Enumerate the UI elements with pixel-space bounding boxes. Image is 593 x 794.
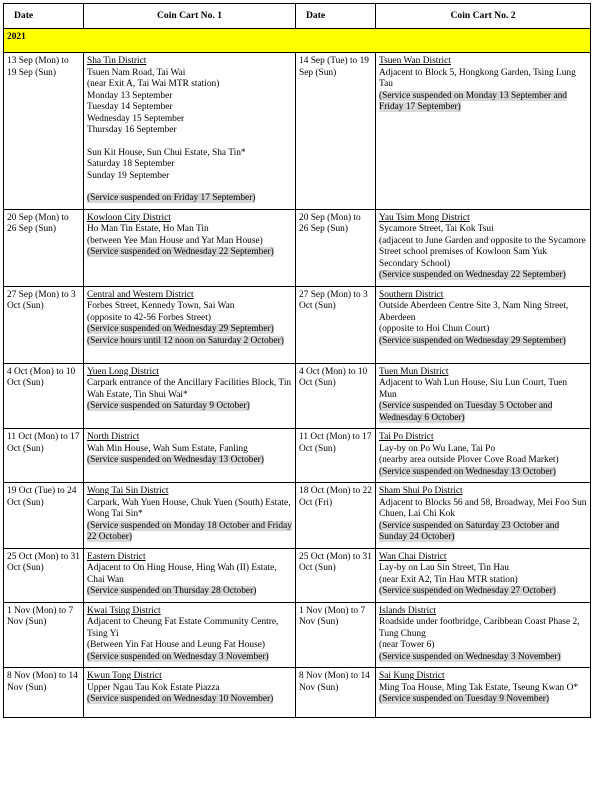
date-range-cart-2: 1 Nov (Mon) to 7 Nov (Sun) xyxy=(296,602,376,668)
district-name: Kowloon City District xyxy=(87,212,171,223)
district-name: Eastern District xyxy=(87,551,146,562)
location-line: Adjacent to Block 5, Hongkong Garden, Tsing Lung Tau xyxy=(379,67,576,89)
header-row xyxy=(4,4,591,29)
service-suspended-note: (Service suspended on Monday 13 September and Friday 17 September) xyxy=(379,90,567,112)
location-cell-cart-2 xyxy=(376,602,591,668)
schedule-row xyxy=(4,548,591,602)
location-cell-cart-2 xyxy=(376,53,591,210)
date-range-cart-2: 4 Oct (Mon) to 10 Oct (Sun) xyxy=(296,363,376,429)
date-range-cart-1: 20 Sep (Mon) to 26 Sep (Sun) xyxy=(4,209,84,286)
date-range-cart-2: 11 Oct (Mon) to 17 Oct (Sun) xyxy=(296,429,376,483)
suspension-note-wrapper xyxy=(379,91,587,114)
location-line: Carpark, Wah Yuen House, Chuk Yuen (South) Estate, Wong Tai Sin* xyxy=(87,497,291,519)
service-suspended-note: (Service suspended on Friday 17 September) xyxy=(87,193,256,203)
service-suspended-note: (Service suspended on Wednesday 27 October) xyxy=(379,586,556,596)
service-suspended-note: (Service suspended on Wednesday 3 November) xyxy=(379,651,561,662)
date-range-cart-1: 8 Nov (Mon) to 14 Nov (Sun) xyxy=(4,668,84,718)
location-line: Tuesday 14 September xyxy=(87,102,173,112)
date-range-cart-1: 1 Nov (Mon) to 7 Nov (Sun) xyxy=(4,602,84,668)
suspension-note-wrapper xyxy=(87,324,292,347)
district-name: Wan Chai District xyxy=(379,551,447,562)
district-name: Yuen Long District xyxy=(87,366,159,377)
district-name: Tsuen Wan District xyxy=(379,56,451,66)
location-line: (near Exit A2, Tin Hau MTR station) xyxy=(379,574,518,585)
district-name: Sai Kung District xyxy=(379,671,445,681)
location-line: (between Yee Man House and Yat Man House) xyxy=(87,235,263,246)
location-line: Carpark entrance of the Ancillary Facilities Block, Tin Wah Estate, Tin Shui Wai* xyxy=(87,378,292,400)
schedule-row xyxy=(4,53,591,210)
header-date-2: Date xyxy=(296,4,376,29)
suspension-note-wrapper xyxy=(379,401,587,424)
service-suspended-note: (Service suspended on Wednesday 29 September) xyxy=(379,335,566,346)
year-row xyxy=(4,29,591,53)
date-range-cart-2: 25 Oct (Mon) to 31 Oct (Sun) xyxy=(296,548,376,602)
coin-cart-schedule-table xyxy=(3,3,591,718)
location-line: Lay-by on Lau Sin Street, Tin Hau xyxy=(379,563,509,573)
schedule-row xyxy=(4,483,591,549)
service-suspended-note: (Service suspended on Wednesday 13 October) xyxy=(87,455,264,465)
suspension-note-wrapper xyxy=(87,247,292,259)
location-line: Roadside under footbridge, Caribbean Coast Phase 2, Tung Chung xyxy=(379,617,580,639)
location-cell-cart-2 xyxy=(376,429,591,483)
location-line: Outside Aberdeen Centre Site 3, Nam Ning Street, Aberdeen xyxy=(379,301,569,323)
district-name: Kwai Tsing District xyxy=(87,605,161,616)
location-line: Adjacent to Blocks 56 and 58, Broadway, Mei Foo Sun Chuen, Lai Chi Kok xyxy=(379,497,587,519)
schedule-row xyxy=(4,363,591,429)
header-date-1: Date xyxy=(4,4,84,29)
location-line: Adjacent to Cheung Fat Estate Community Centre, Tsing Yi xyxy=(87,617,279,639)
date-range-cart-2: 18 Oct (Mon) to 22 Oct (Fri) xyxy=(296,483,376,549)
service-suspended-note: (Service suspended on Wednesday 10 November) xyxy=(87,694,274,704)
location-line: (near Exit A, Tai Wai MTR station) xyxy=(87,79,220,89)
date-range-cart-1: 25 Oct (Mon) to 31 Oct (Sun) xyxy=(4,548,84,602)
district-name: Wong Tai Sin District xyxy=(87,486,169,496)
date-range-cart-1: 11 Oct (Mon) to 17 Oct (Sun) xyxy=(4,429,84,483)
location-cell-cart-1 xyxy=(84,548,296,602)
header-coin-cart-2: Coin Cart No. 2 xyxy=(376,4,591,29)
suspension-note-wrapper xyxy=(379,586,587,598)
service-suspended-note: (Service suspended on Monday 18 October and Friday 22 October) xyxy=(87,520,292,542)
spacer xyxy=(87,182,292,193)
location-line: Sycamore Street, Tai Kok Tsui xyxy=(379,224,494,234)
location-line: Thursday 16 September xyxy=(87,125,177,135)
location-cell-cart-1 xyxy=(84,429,296,483)
location-line: Sunday 19 September xyxy=(87,170,170,181)
location-line: (opposite to Hoi Chun Court) xyxy=(379,324,490,334)
location-cell-cart-1 xyxy=(84,483,296,549)
location-cell-cart-1 xyxy=(84,209,296,286)
suspension-note-wrapper xyxy=(87,586,292,598)
date-range-cart-1: 13 Sep (Mon) to 19 Sep (Sun) xyxy=(4,53,84,210)
location-line: Ho Man Tin Estate, Ho Man Tin xyxy=(87,224,209,234)
suspension-note-wrapper xyxy=(87,193,292,205)
location-line: Sun Kit House, Sun Chui Estate, Sha Tin* xyxy=(87,147,246,158)
location-line: (nearby area outside Plover Cove Road Market) xyxy=(379,455,559,465)
location-cell-cart-2 xyxy=(376,548,591,602)
suspension-note-wrapper xyxy=(87,521,292,544)
location-cell-cart-2 xyxy=(376,668,591,718)
location-cell-cart-1 xyxy=(84,363,296,429)
suspension-note-wrapper xyxy=(379,652,587,664)
schedule-row xyxy=(4,429,591,483)
date-range-cart-2: 14 Sep (Tue) to 19 Sep (Sun) xyxy=(296,53,376,210)
location-line: Wah Min House, Wah Sum Estate, Fanling xyxy=(87,443,248,454)
district-name: Southern District xyxy=(379,289,444,300)
location-cell-cart-2 xyxy=(376,363,591,429)
district-name: Central and Western District xyxy=(87,289,194,300)
location-line: Forbes Street, Kennedy Town, Sai Wan xyxy=(87,301,235,311)
district-name: Kwun Tong District xyxy=(87,671,162,681)
suspension-note-wrapper xyxy=(379,270,587,282)
schedule-row xyxy=(4,286,591,363)
location-line: Tsuen Nam Road, Tai Wai xyxy=(87,67,186,78)
location-line: (Between Yin Fat House and Leung Fat House) xyxy=(87,640,266,650)
location-cell-cart-2 xyxy=(376,209,591,286)
service-suspended-note: (Service suspended on Saturday 9 October) xyxy=(87,401,250,411)
service-suspended-note: (Service suspended on Saturday 23 October and Sunday 24 October) xyxy=(379,520,560,542)
location-cell-cart-2 xyxy=(376,483,591,549)
suspension-note-wrapper xyxy=(379,467,587,479)
location-line: Ming Toa House, Ming Tak Estate, Tseung Kwan O* xyxy=(379,682,579,693)
service-suspended-note: (Service suspended on Wednesday 22 September) xyxy=(87,247,274,257)
location-cell-cart-2 xyxy=(376,286,591,363)
date-range-cart-2: 8 Nov (Mon) to 14 Nov (Sun) xyxy=(296,668,376,718)
location-line: (opposite to 42-56 Forbes Street) xyxy=(87,312,211,323)
service-suspended-note: (Service suspended on Wednesday 13 October) xyxy=(379,466,556,477)
suspension-note-wrapper xyxy=(87,455,292,467)
suspension-note-wrapper xyxy=(87,694,292,706)
date-range-cart-1: 19 Oct (Tue) to 24 Oct (Sun) xyxy=(4,483,84,549)
district-name: Yau Tsim Mong District xyxy=(379,212,470,223)
suspension-note-wrapper xyxy=(379,521,587,544)
location-line: Lay-by on Po Wu Lane, Tai Po xyxy=(379,443,496,454)
suspension-note-wrapper xyxy=(87,401,292,413)
location-line: Adjacent to Wah Lun House, Siu Lun Court, Tuen Mun xyxy=(379,378,568,400)
year-label: 2021 xyxy=(4,29,591,53)
header-coin-cart-1: Coin Cart No. 1 xyxy=(84,4,296,29)
location-line: Monday 13 September xyxy=(87,90,173,101)
location-cell-cart-1 xyxy=(84,668,296,718)
schedule-row xyxy=(4,602,591,668)
location-line: Upper Ngau Tau Kok Estate Piazza xyxy=(87,682,220,693)
date-range-cart-1: 27 Sep (Mon) to 3 Oct (Sun) xyxy=(4,286,84,363)
service-suspended-note: (Service suspended on Wednesday 22 September) xyxy=(379,270,566,280)
district-name: Tai Po District xyxy=(379,432,434,442)
suspension-note-wrapper xyxy=(379,336,587,348)
service-suspended-note: (Service suspended on Tuesday 5 October and Wednesday 6 October) xyxy=(379,401,553,423)
service-suspended-note: (Service suspended on Wednesday 3 November) xyxy=(87,651,269,662)
district-name: North District xyxy=(87,432,140,442)
suspension-note-wrapper xyxy=(87,652,292,664)
service-suspended-note: (Service suspended on Thursday 28 October) xyxy=(87,586,257,596)
district-name: Sham Shui Po District xyxy=(379,486,463,496)
schedule-row xyxy=(4,668,591,718)
location-line: Adjacent to On Hing House, Hing Wah (II) Estate, Chai Wan xyxy=(87,563,277,585)
location-line: (near Tower 6) xyxy=(379,640,435,650)
district-name: Sha Tin District xyxy=(87,56,147,66)
district-name: Tuen Mun District xyxy=(379,366,449,377)
location-line: Wednesday 15 September xyxy=(87,113,185,124)
district-name: Islands District xyxy=(379,605,437,616)
spacer xyxy=(87,137,292,148)
service-suspended-note: (Service suspended on Wednesday 29 September) (Service hours until 12 noon on Saturday 2 October) xyxy=(87,324,284,346)
location-cell-cart-1 xyxy=(84,602,296,668)
date-range-cart-2: 20 Sep (Mon) to 26 Sep (Sun) xyxy=(296,209,376,286)
schedule-row xyxy=(4,209,591,286)
location-line: (adjacent to June Garden and opposite to the Sycamore Street school premises of Kowloon Sam Yuk Secondary School) xyxy=(379,235,586,269)
date-range-cart-2: 27 Sep (Mon) to 3 Oct (Sun) xyxy=(296,286,376,363)
date-range-cart-1: 4 Oct (Mon) to 10 Oct (Sun) xyxy=(4,363,84,429)
service-suspended-note: (Service suspended on Tuesday 9 November) xyxy=(379,694,550,704)
location-line: Saturday 18 September xyxy=(87,159,175,169)
location-cell-cart-1 xyxy=(84,53,296,210)
suspension-note-wrapper xyxy=(379,694,587,706)
location-cell-cart-1 xyxy=(84,286,296,363)
